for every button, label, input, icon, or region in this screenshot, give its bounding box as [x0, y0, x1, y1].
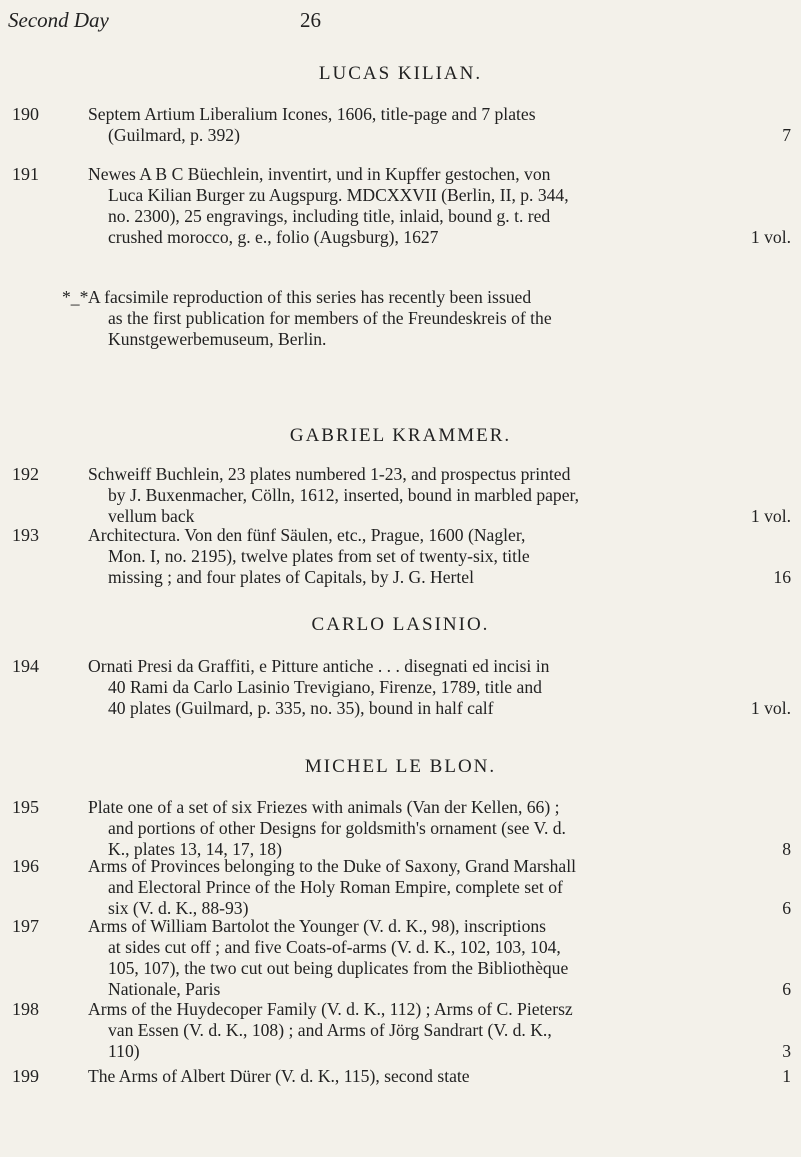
running-head — [8, 8, 793, 38]
lot-description — [88, 525, 791, 588]
lot-quantity: 8 — [782, 839, 791, 859]
lot-description — [88, 797, 791, 860]
lot-number: 194 — [12, 656, 39, 676]
description-line — [88, 979, 791, 1000]
lot-number: 199 — [12, 1066, 39, 1086]
running-head-title: Second Day — [8, 8, 109, 32]
description-text: 40 Rami da Carlo Lasinio Trevigiano, Firenze, 1789, title and — [108, 677, 542, 697]
description-text: vellum back — [108, 506, 195, 526]
description-line — [88, 698, 791, 719]
description-line — [88, 818, 791, 839]
lot-quantity: 1 vol. — [750, 698, 791, 718]
description-text: no. 2300), 25 engravings, including title, inlaid, bound g. t. red — [108, 206, 551, 226]
description-text: (Guilmard, p. 392) — [108, 125, 240, 145]
lot-note — [62, 287, 791, 350]
description-text: Schweiff Buchlein, 23 plates numbered 1-23, and prospectus printed — [88, 464, 571, 484]
lot-quantity: 6 — [782, 979, 791, 999]
lot-description — [88, 104, 791, 146]
description-line — [88, 677, 791, 698]
description-text: crushed morocco, g. e., folio (Augsburg), 1627 — [108, 227, 439, 247]
description-text: Arms of Provinces belonging to the Duke of Saxony, Grand Marshall — [88, 856, 576, 876]
description-line — [88, 485, 791, 506]
description-line — [88, 877, 791, 898]
lot-quantity: 1 vol. — [750, 506, 791, 526]
lot-number: 197 — [12, 916, 39, 936]
lot-description — [88, 999, 791, 1062]
description-text: Luca Kilian Burger zu Augspurg. MDCXXVII (Berlin, II, p. 344, — [108, 185, 569, 205]
description-text: Nationale, Paris — [108, 979, 221, 999]
lot-number: 191 — [12, 164, 39, 184]
artist-heading: CARLO LASINIO. — [311, 614, 490, 635]
lot-number: 198 — [12, 999, 39, 1019]
lot-number: 193 — [12, 525, 39, 545]
description-text: missing ; and four plates of Capitals, by J. G. Hertel — [108, 567, 474, 587]
lot-number: 196 — [12, 856, 39, 876]
description-text: Mon. I, no. 2195), twelve plates from set of twenty-six, title — [108, 546, 530, 566]
description-text: 40 plates (Guilmard, p. 335, no. 35), bound in half calf — [108, 698, 494, 718]
lot-number: 190 — [12, 104, 39, 124]
page-number: 26 — [300, 8, 321, 32]
lot-quantity: 7 — [782, 125, 791, 145]
lot-quantity: 6 — [782, 898, 791, 918]
description-line — [88, 567, 791, 588]
artist-heading: MICHEL LE BLON. — [304, 756, 497, 777]
description-text: K., plates 13, 14, 17, 18) — [108, 839, 282, 859]
description-line — [88, 999, 791, 1020]
description-line — [88, 656, 791, 677]
description-line — [88, 958, 791, 979]
description-text: Septem Artium Liberalium Icones, 1606, title-page and 7 plates — [88, 104, 536, 124]
lot-number: 195 — [12, 797, 39, 817]
note-line: as the first publication for members of the Freundeskreis of the — [108, 308, 552, 328]
lot-description — [88, 916, 791, 1000]
description-text: 110) — [108, 1041, 140, 1061]
description-line — [88, 464, 791, 485]
description-line — [88, 185, 791, 206]
description-text: Ornati Presi da Graffiti, e Pitture antiche . . . disegnati ed incisi in — [88, 656, 550, 676]
artist-heading: LUCAS KILIAN. — [318, 63, 483, 84]
description-text: Arms of William Bartolot the Younger (V. d. K., 98), inscriptions — [88, 916, 547, 936]
lot-number: 192 — [12, 464, 39, 484]
description-line — [88, 937, 791, 958]
note-asterisks: *_* — [62, 287, 89, 307]
description-text: van Essen (V. d. K., 108) ; and Arms of Jörg Sandrart (V. d. K., — [108, 1020, 552, 1040]
description-line — [88, 125, 791, 146]
lot-quantity: 3 — [782, 1041, 791, 1061]
note-line: A facsimile reproduction of this series has recently been issued — [88, 287, 532, 307]
description-text: 105, 107), the two cut out being duplicates from the Bibliothèque — [108, 958, 569, 978]
description-line — [88, 797, 791, 818]
lot-description — [88, 1066, 791, 1087]
description-text: Architectura. Von den fünf Säulen, etc., Prague, 1600 (Nagler, — [88, 525, 526, 545]
lot-quantity: 1 — [782, 1066, 791, 1086]
description-line — [88, 916, 791, 937]
description-line — [88, 546, 791, 567]
description-line — [88, 206, 791, 227]
description-line — [88, 1020, 791, 1041]
lot-description — [88, 856, 791, 919]
lot-quantity: 16 — [773, 567, 791, 587]
description-line — [88, 1041, 791, 1062]
description-line — [88, 856, 791, 877]
description-text: Arms of the Huydecoper Family (V. d. K., 112) ; Arms of C. Pietersz — [88, 999, 573, 1019]
description-text: The Arms of Albert Dürer (V. d. K., 115), second state — [88, 1066, 470, 1086]
note-line: Kunstgewerbemuseum, Berlin. — [108, 329, 327, 349]
description-text: by J. Buxenmacher, Cölln, 1612, inserted, bound in marbled paper, — [108, 485, 580, 505]
lot-description — [88, 656, 791, 719]
description-line — [88, 104, 791, 125]
description-line — [88, 506, 791, 527]
description-text: six (V. d. K., 88-93) — [108, 898, 249, 918]
description-text: at sides cut off ; and five Coats-of-arms (V. d. K., 102, 103, 104, — [108, 937, 561, 957]
description-line — [88, 525, 791, 546]
description-text: and Electoral Prince of the Holy Roman Empire, complete set of — [108, 877, 563, 897]
description-line — [88, 1066, 791, 1087]
description-text: Newes A B C Büechlein, inventirt, und in Kupffer gestochen, von — [88, 164, 551, 184]
description-text: Plate one of a set of six Friezes with animals (Van der Kellen, 66) ; — [88, 797, 560, 817]
description-line — [88, 164, 791, 185]
lot-description — [88, 464, 791, 527]
artist-heading: GABRIEL KRAMMER. — [289, 425, 512, 446]
lot-description — [88, 164, 791, 248]
description-text: and portions of other Designs for goldsmith's ornament (see V. d. — [108, 818, 566, 838]
description-line — [88, 227, 791, 248]
lot-quantity: 1 vol. — [750, 227, 791, 247]
